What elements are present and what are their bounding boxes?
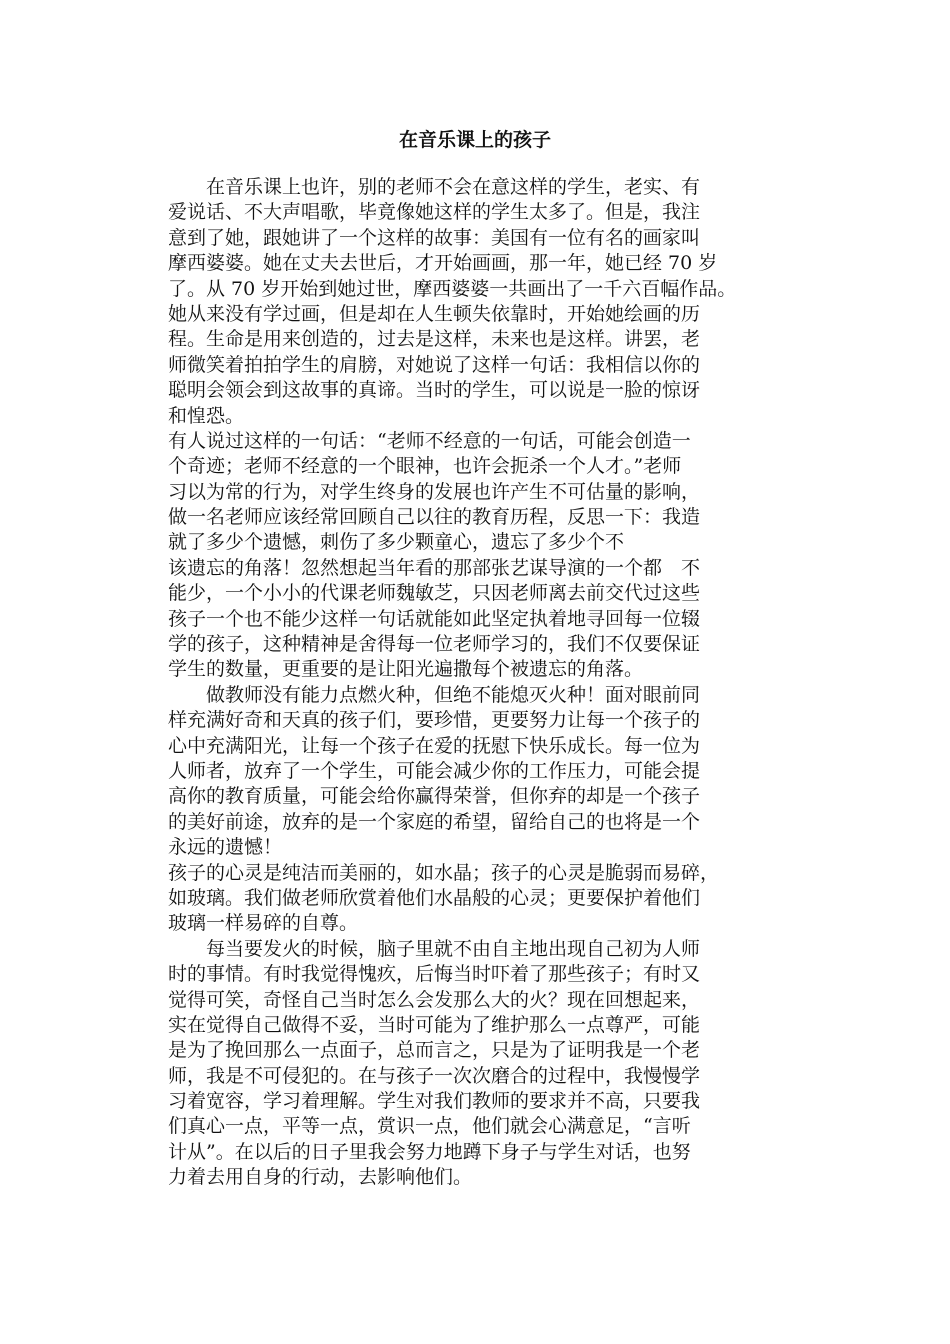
text-line: 聪明会领会到这故事的真谛。当时的学生，可以说是一脸的惊讶 bbox=[168, 379, 701, 402]
text-line: 如玻璃。我们做老师欣赏着他们水晶般的心灵；更要保护着他们 bbox=[168, 886, 701, 909]
text-line: 的美好前途，放弃的是一个家庭的希望，留给自己的也将是一个 bbox=[168, 810, 701, 833]
text-line: 该遗忘的角落！忽然想起当年看的那部张艺谋导演的一个都 不 bbox=[168, 556, 701, 579]
text-line: 力着去用自身的行动，去影响他们。 bbox=[168, 1166, 473, 1189]
text-line: 爱说话、不大声唱歌，毕竟像她这样的学生太多了。但是，我注 bbox=[168, 201, 701, 224]
text-line: 做教师没有能力点燃火种，但绝不能熄灭火种！面对眼前同 bbox=[168, 683, 701, 706]
text-line: 就了多少个遗憾，刺伤了多少颗童心，遗忘了多少个不 bbox=[168, 531, 625, 554]
text-line: 每当要发火的时候，脑子里就不由自主地出现自己初为人师 bbox=[168, 937, 701, 960]
text-line: 摩西婆婆。她在丈夫去世后，才开始画画，那一年，她已经 70 岁 bbox=[168, 252, 718, 275]
text-line: 她从来没有学过画，但是却在人生顿失依靠时，开始她绘画的历 bbox=[168, 302, 701, 325]
text-line: 孩子的心灵是纯洁而美丽的，如水晶；孩子的心灵是脆弱而易碎， bbox=[168, 861, 720, 884]
text-line: 是为了挽回那么一点面子，总而言之，只是为了证明我是一个老 bbox=[168, 1039, 701, 1062]
text-line: 了。从 70 岁开始到她过世，摩西婆婆一共画出了一千六百幅作品。 bbox=[168, 277, 737, 300]
text-line: 高你的教育质量，可能会给你赢得荣誉，但你弃的却是一个孩子 bbox=[168, 785, 701, 808]
text-line: 实在觉得自己做得不妥，当时可能为了维护那么一点尊严，可能 bbox=[168, 1013, 701, 1036]
text-line: 觉得可笑，奇怪自己当时怎么会发那么大的火？现在回想起来， bbox=[168, 988, 701, 1011]
text-line: 能少，一个小小的代课老师魏敏芝，只因老师离去前交代过这些 bbox=[168, 582, 701, 605]
text-line: 孩子一个也不能少这样一句话就能如此坚定执着地寻回每一位辍 bbox=[168, 607, 701, 630]
text-line: 学的孩子，这种精神是舍得每一位老师学习的，我们不仅要保证 bbox=[168, 633, 701, 656]
text-line: 意到了她，跟她讲了一个这样的故事：美国有一位有名的画家叫 bbox=[168, 226, 701, 249]
text-line: 师，我是不可侵犯的。在与孩子一次次磨合的过程中，我慢慢学 bbox=[168, 1064, 701, 1087]
text-line: 习着宽容，学习着理解。学生对我们教师的要求并不高，只要我 bbox=[168, 1090, 701, 1113]
text-line: 在音乐课上也许，别的老师不会在意这样的学生，老实、有 bbox=[168, 176, 701, 198]
text-line: 们真心一点，平等一点，赏识一点，他们就会心满意足，“言听 bbox=[168, 1115, 691, 1138]
document-title: 在音乐课上的孩子 bbox=[398, 129, 551, 151]
text-line: 玻璃一样易碎的自尊。 bbox=[168, 912, 359, 935]
text-line: 个奇迹；老师不经意的一个眼神，也许会扼杀一个人才。”老师 bbox=[168, 455, 682, 478]
text-line: 计从”。在以后的日子里我会努力地蹲下身子与学生对话，也努 bbox=[168, 1140, 691, 1163]
text-line: 人师者，放弃了一个学生，可能会减少你的工作压力，可能会提 bbox=[168, 759, 701, 782]
text-line: 样充满好奇和天真的孩子们，要珍惜，更要努力让每一个孩子的 bbox=[168, 709, 701, 732]
document-body bbox=[168, 175, 788, 1191]
text-line: 做一名老师应该经常回顾自己以往的教育历程，反思一下：我造 bbox=[168, 506, 701, 529]
text-line: 学生的数量，更重要的是让阳光遍撒每个被遗忘的角落。 bbox=[168, 658, 644, 681]
text-line: 和惶恐。 bbox=[168, 404, 245, 427]
text-line: 师微笑着拍拍学生的肩膀，对她说了这样一句话：我相信以你的 bbox=[168, 353, 701, 376]
text-line: 心中充满阳光，让每一个孩子在爱的抚慰下快乐成长。每一位为 bbox=[168, 734, 701, 757]
text-line: 永远的遗憾！ bbox=[168, 836, 283, 859]
text-line: 时的事情。有时我觉得愧疚，后悔当时吓着了那些孩子；有时又 bbox=[168, 963, 701, 986]
text-line: 习以为常的行为，对学生终身的发展也许产生不可估量的影响， bbox=[168, 480, 701, 503]
text-line: 程。生命是用来创造的，过去是这样，未来也是这样。讲罢，老 bbox=[168, 328, 701, 351]
text-line: 有人说过这样的一句话：“老师不经意的一句话，可能会创造一 bbox=[168, 429, 691, 452]
